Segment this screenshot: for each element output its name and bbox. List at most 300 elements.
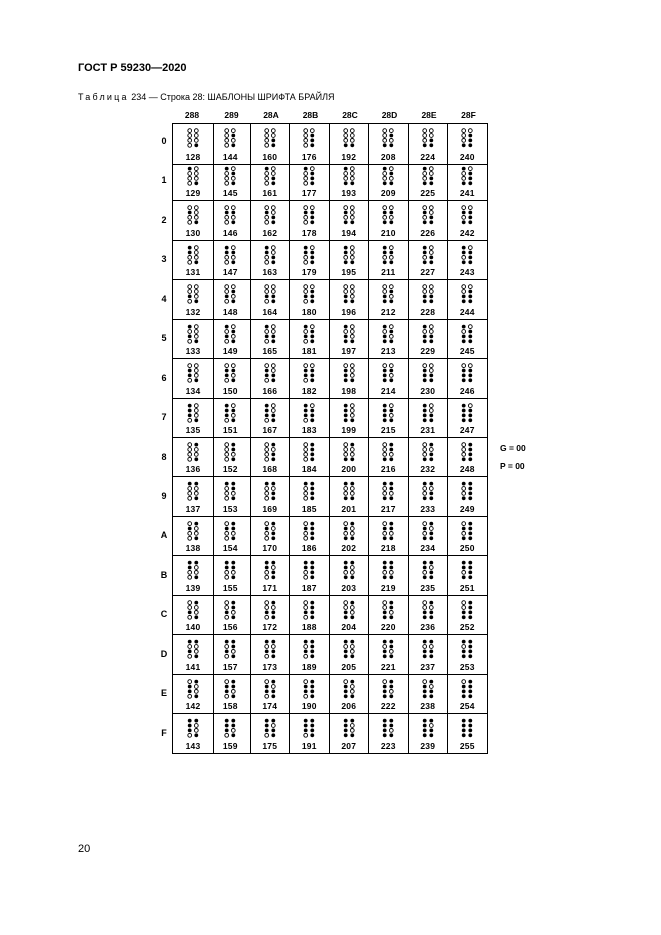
- table-cell: [211, 241, 251, 280]
- table-cell: [330, 241, 370, 280]
- cell-code: 245: [459, 346, 475, 357]
- braille-pattern-icon: [342, 128, 355, 148]
- table-cell: [448, 477, 488, 516]
- cell-code: 157: [222, 661, 238, 672]
- table-cell: [448, 359, 488, 398]
- table-cell: [448, 162, 488, 201]
- cell-code: 174: [262, 701, 278, 712]
- table-cell: [251, 635, 291, 674]
- cell-code: 219: [380, 582, 396, 593]
- cell-code: 242: [459, 227, 475, 238]
- cell-code: 207: [341, 740, 357, 751]
- braille-pattern-icon: [303, 639, 316, 659]
- table-cell: [448, 241, 488, 280]
- braille-pattern-icon: [224, 403, 237, 423]
- cell-code: 183: [301, 425, 317, 436]
- braille-pattern-icon: [263, 166, 276, 186]
- column-header: 28C: [342, 110, 358, 120]
- table-cell: [211, 438, 251, 477]
- table-cell: [211, 201, 251, 240]
- braille-pattern-icon: [461, 560, 474, 580]
- cell-code: 153: [222, 503, 238, 514]
- cell-code: 151: [222, 425, 238, 436]
- cell-code: 224: [420, 151, 436, 162]
- table-cell: [211, 359, 251, 398]
- cell-code: 248: [459, 464, 475, 475]
- braille-pattern-icon: [303, 718, 316, 738]
- row-header: D: [160, 648, 168, 659]
- cell-code: 168: [262, 464, 278, 475]
- row-header: 6: [161, 372, 167, 383]
- table-cell: [409, 124, 449, 165]
- caption-text: 234 — Строка 28: ШАБЛОНЫ ШРИФТА БРАЙЛЯ: [131, 92, 335, 102]
- table-cell: [211, 596, 251, 635]
- cell-code: 154: [222, 543, 238, 554]
- table-cell: [290, 359, 330, 398]
- table-cell: [330, 162, 370, 201]
- cell-code: 144: [222, 151, 238, 162]
- table-cell: [369, 241, 409, 280]
- cell-code: 159: [222, 740, 238, 751]
- braille-pattern-icon: [382, 560, 395, 580]
- cell-code: 215: [380, 425, 396, 436]
- braille-pattern-icon: [303, 128, 316, 148]
- braille-pattern-icon: [461, 324, 474, 344]
- braille-pattern-icon: [382, 166, 395, 186]
- braille-pattern-icon: [382, 205, 395, 225]
- cell-code: 136: [185, 464, 201, 475]
- cell-code: 212: [380, 306, 396, 317]
- braille-pattern-icon: [187, 639, 200, 659]
- braille-pattern-icon: [263, 245, 276, 265]
- table-cell: [173, 596, 214, 635]
- table-cell: [173, 556, 214, 595]
- braille-pattern-icon: [224, 560, 237, 580]
- cell-code: 192: [341, 151, 357, 162]
- table-cell: [330, 359, 370, 398]
- cell-code: 180: [301, 306, 317, 317]
- cell-code: 137: [185, 503, 201, 514]
- table-cell: [448, 635, 488, 674]
- column-header: 28B: [302, 110, 319, 120]
- table-cell: [448, 320, 488, 359]
- cell-code: 194: [341, 227, 357, 238]
- braille-pattern-icon: [303, 521, 316, 541]
- table-cell: [409, 675, 449, 714]
- cell-code: 249: [459, 503, 475, 514]
- cell-code: 162: [262, 227, 278, 238]
- braille-pattern-icon: [187, 560, 200, 580]
- row-header: 0: [161, 136, 167, 146]
- cell-code: 156: [222, 622, 238, 633]
- cell-code: 148: [222, 306, 238, 317]
- cell-code: 222: [380, 701, 396, 712]
- cell-code: 133: [185, 346, 201, 357]
- braille-pattern-icon: [342, 481, 355, 501]
- cell-code: 239: [420, 740, 436, 751]
- cell-code: 206: [341, 701, 357, 712]
- row-header: 7: [161, 412, 167, 423]
- cell-code: 246: [459, 385, 475, 396]
- braille-pattern-icon: [187, 521, 200, 541]
- braille-pattern-icon: [224, 284, 237, 304]
- braille-pattern-icon: [421, 403, 434, 423]
- braille-pattern-icon: [461, 679, 474, 699]
- cell-code: 200: [341, 464, 357, 475]
- table-cell: [290, 320, 330, 359]
- table-cell: [290, 517, 330, 556]
- cell-code: 169: [262, 503, 278, 514]
- cell-code: 184: [301, 464, 317, 475]
- table-cell: [211, 477, 251, 516]
- table-cell: [448, 438, 488, 477]
- table-cell: [369, 280, 409, 319]
- cell-code: 165: [262, 346, 278, 357]
- table-cell: [211, 675, 251, 714]
- braille-pattern-icon: [224, 205, 237, 225]
- table-cell: [330, 635, 370, 674]
- braille-pattern-icon: [421, 481, 434, 501]
- braille-table: [172, 123, 488, 754]
- braille-pattern-icon: [187, 718, 200, 738]
- braille-pattern-icon: [461, 166, 474, 186]
- braille-pattern-icon: [342, 403, 355, 423]
- column-header: 28A: [263, 110, 279, 120]
- table-cell: [211, 399, 251, 438]
- row-header: B: [160, 569, 168, 580]
- column-header: 28F: [461, 110, 476, 120]
- braille-pattern-icon: [224, 521, 237, 541]
- cell-code: 160: [262, 151, 278, 162]
- cell-code: 221: [380, 661, 396, 672]
- cell-code: 191: [301, 740, 317, 751]
- braille-pattern-icon: [342, 205, 355, 225]
- braille-pattern-icon: [461, 481, 474, 501]
- braille-pattern-icon: [421, 639, 434, 659]
- braille-pattern-icon: [224, 639, 237, 659]
- braille-pattern-icon: [342, 363, 355, 383]
- braille-pattern-icon: [382, 245, 395, 265]
- table-cell: [448, 399, 488, 438]
- table-cell: [409, 399, 449, 438]
- table-cell: [290, 556, 330, 595]
- table-cell: [448, 517, 488, 556]
- row-header: A: [160, 530, 168, 541]
- table-cell: [290, 201, 330, 240]
- table-cell: [251, 675, 291, 714]
- table-cell: [251, 399, 291, 438]
- cell-code: 235: [420, 582, 436, 593]
- braille-pattern-icon: [382, 442, 395, 462]
- table-cell: [409, 201, 449, 240]
- cell-code: 176: [301, 151, 317, 162]
- braille-pattern-icon: [382, 363, 395, 383]
- row-header: 3: [161, 254, 167, 265]
- column-header: 28E: [421, 110, 437, 120]
- cell-code: 188: [301, 622, 317, 633]
- braille-pattern-icon: [461, 284, 474, 304]
- braille-pattern-icon: [461, 363, 474, 383]
- braille-pattern-icon: [382, 639, 395, 659]
- row-header: 2: [161, 214, 167, 225]
- cell-code: 182: [301, 385, 317, 396]
- table-cell: [448, 124, 488, 165]
- braille-pattern-icon: [342, 560, 355, 580]
- table-cell: [211, 635, 251, 674]
- table-cell: [173, 675, 214, 714]
- table-cell: [251, 241, 291, 280]
- braille-pattern-icon: [224, 442, 237, 462]
- cell-code: 189: [301, 661, 317, 672]
- column-header: 28D: [381, 110, 398, 120]
- braille-pattern-icon: [421, 679, 434, 699]
- side-note-g: G = 00: [500, 443, 526, 453]
- table-cell: [290, 124, 330, 165]
- cell-code: 130: [185, 227, 201, 238]
- cell-code: 213: [380, 346, 396, 357]
- table-cell: [251, 596, 291, 635]
- braille-pattern-icon: [382, 521, 395, 541]
- braille-pattern-icon: [187, 481, 200, 501]
- table-cell: [369, 517, 409, 556]
- cell-code: 193: [341, 188, 357, 199]
- table-cell: [369, 320, 409, 359]
- table-cell: [369, 635, 409, 674]
- table-cell: [369, 399, 409, 438]
- table-cell: [251, 162, 291, 201]
- braille-pattern-icon: [187, 679, 200, 699]
- caption-label: Таблица: [78, 92, 129, 102]
- braille-pattern-icon: [224, 128, 237, 148]
- braille-pattern-icon: [187, 166, 200, 186]
- table-cell: [290, 635, 330, 674]
- table-cell: [290, 675, 330, 714]
- braille-pattern-icon: [342, 718, 355, 738]
- braille-pattern-icon: [342, 521, 355, 541]
- cell-code: 227: [420, 267, 436, 278]
- cell-code: 181: [301, 346, 317, 357]
- cell-code: 217: [380, 503, 396, 514]
- cell-code: 223: [380, 740, 396, 751]
- braille-pattern-icon: [263, 324, 276, 344]
- cell-code: 195: [341, 267, 357, 278]
- cell-code: 228: [420, 306, 436, 317]
- braille-pattern-icon: [263, 128, 276, 148]
- cell-code: 230: [420, 385, 436, 396]
- table-cell: [290, 399, 330, 438]
- braille-pattern-icon: [303, 560, 316, 580]
- table-cell: [409, 359, 449, 398]
- braille-pattern-icon: [461, 600, 474, 620]
- table-cell: [173, 635, 214, 674]
- table-cell: [369, 201, 409, 240]
- row-header: 5: [161, 333, 167, 344]
- cell-code: 216: [380, 464, 396, 475]
- cell-code: 255: [459, 740, 475, 751]
- braille-pattern-icon: [224, 481, 237, 501]
- braille-pattern-icon: [461, 128, 474, 148]
- cell-code: 141: [185, 661, 201, 672]
- table-cell: [330, 675, 370, 714]
- cell-code: 201: [341, 503, 357, 514]
- table-cell: [290, 477, 330, 516]
- table-cell: [251, 556, 291, 595]
- document-header: ГОСТ Р 59230—2020: [78, 62, 187, 74]
- braille-pattern-icon: [461, 205, 474, 225]
- table-cell: [369, 359, 409, 398]
- table-cell: [330, 201, 370, 240]
- braille-pattern-icon: [421, 284, 434, 304]
- braille-pattern-icon: [303, 481, 316, 501]
- table-cell: [290, 438, 330, 477]
- cell-code: 175: [262, 740, 278, 751]
- cell-code: 218: [380, 543, 396, 554]
- braille-pattern-icon: [187, 324, 200, 344]
- cell-code: 203: [341, 582, 357, 593]
- cell-code: 163: [262, 267, 278, 278]
- table-cell: [251, 517, 291, 556]
- braille-pattern-icon: [187, 284, 200, 304]
- cell-code: 186: [301, 543, 317, 554]
- table-cell: [173, 477, 214, 516]
- cell-code: 140: [185, 622, 201, 633]
- braille-pattern-icon: [421, 442, 434, 462]
- table-cell: [251, 438, 291, 477]
- braille-pattern-icon: [187, 245, 200, 265]
- cell-code: 197: [341, 346, 357, 357]
- table-cell: [409, 241, 449, 280]
- braille-pattern-icon: [187, 403, 200, 423]
- braille-pattern-icon: [263, 521, 276, 541]
- table-cell: [290, 596, 330, 635]
- table-cell: [330, 399, 370, 438]
- braille-pattern-icon: [382, 718, 395, 738]
- table-cell: [173, 438, 214, 477]
- braille-pattern-icon: [342, 679, 355, 699]
- cell-code: 129: [185, 188, 201, 199]
- table-cell: [251, 320, 291, 359]
- cell-code: 240: [459, 151, 475, 162]
- row-header: 8: [161, 451, 167, 462]
- table-cell: [409, 280, 449, 319]
- table-cell: [173, 359, 214, 398]
- braille-pattern-icon: [263, 718, 276, 738]
- table-cell: [173, 162, 214, 201]
- cell-code: 199: [341, 425, 357, 436]
- braille-pattern-icon: [382, 600, 395, 620]
- braille-pattern-icon: [421, 718, 434, 738]
- table-cell: [251, 359, 291, 398]
- table-cell: [211, 517, 251, 556]
- cell-code: 237: [420, 661, 436, 672]
- cell-code: 208: [380, 151, 396, 162]
- table-cell: [369, 438, 409, 477]
- cell-code: 226: [420, 227, 436, 238]
- table-cell: [369, 714, 409, 753]
- cell-code: 251: [459, 582, 475, 593]
- cell-code: 243: [459, 267, 475, 278]
- cell-code: 202: [341, 543, 357, 554]
- cell-code: 158: [222, 701, 238, 712]
- braille-pattern-icon: [263, 205, 276, 225]
- row-header: 4: [161, 293, 167, 304]
- cell-code: 190: [301, 701, 317, 712]
- cell-code: 205: [341, 661, 357, 672]
- braille-pattern-icon: [342, 245, 355, 265]
- table-cell: [330, 556, 370, 595]
- braille-pattern-icon: [303, 166, 316, 186]
- braille-pattern-icon: [303, 363, 316, 383]
- cell-code: 167: [262, 425, 278, 436]
- cell-code: 220: [380, 622, 396, 633]
- table-cell: [409, 556, 449, 595]
- braille-pattern-icon: [382, 403, 395, 423]
- cell-code: 209: [380, 188, 396, 199]
- braille-pattern-icon: [303, 245, 316, 265]
- table-cell: [369, 477, 409, 516]
- table-cell: [251, 124, 291, 165]
- braille-pattern-icon: [224, 600, 237, 620]
- table-cell: [409, 635, 449, 674]
- table-cell: [369, 556, 409, 595]
- braille-pattern-icon: [224, 324, 237, 344]
- braille-pattern-icon: [303, 442, 316, 462]
- cell-code: 231: [420, 425, 436, 436]
- braille-pattern-icon: [263, 284, 276, 304]
- cell-code: 135: [185, 425, 201, 436]
- braille-pattern-icon: [263, 600, 276, 620]
- table-cell: [369, 124, 409, 165]
- braille-pattern-icon: [461, 639, 474, 659]
- table-cell: [290, 280, 330, 319]
- braille-pattern-icon: [342, 639, 355, 659]
- column-header: 288: [184, 110, 200, 120]
- braille-pattern-icon: [342, 442, 355, 462]
- cell-code: 214: [380, 385, 396, 396]
- table-cell: [330, 596, 370, 635]
- cell-code: 142: [185, 701, 201, 712]
- braille-pattern-icon: [224, 718, 237, 738]
- table-cell: [173, 124, 214, 165]
- cell-code: 177: [301, 188, 317, 199]
- braille-pattern-icon: [461, 521, 474, 541]
- cell-code: 178: [301, 227, 317, 238]
- table-cell: [448, 201, 488, 240]
- braille-pattern-icon: [461, 718, 474, 738]
- braille-pattern-icon: [263, 639, 276, 659]
- braille-pattern-icon: [263, 403, 276, 423]
- cell-code: 236: [420, 622, 436, 633]
- cell-code: 187: [301, 582, 317, 593]
- braille-pattern-icon: [263, 679, 276, 699]
- braille-pattern-icon: [342, 324, 355, 344]
- cell-code: 204: [341, 622, 357, 633]
- cell-code: 147: [222, 267, 238, 278]
- table-cell: [173, 201, 214, 240]
- table-cell: [448, 675, 488, 714]
- cell-code: 172: [262, 622, 278, 633]
- cell-code: 134: [185, 385, 201, 396]
- braille-pattern-icon: [421, 363, 434, 383]
- table-cell: [290, 241, 330, 280]
- braille-pattern-icon: [382, 284, 395, 304]
- table-cell: [173, 714, 214, 753]
- cell-code: 225: [420, 188, 436, 199]
- table-cell: [448, 556, 488, 595]
- cell-code: 253: [459, 661, 475, 672]
- cell-code: 128: [185, 151, 201, 162]
- cell-code: 166: [262, 385, 278, 396]
